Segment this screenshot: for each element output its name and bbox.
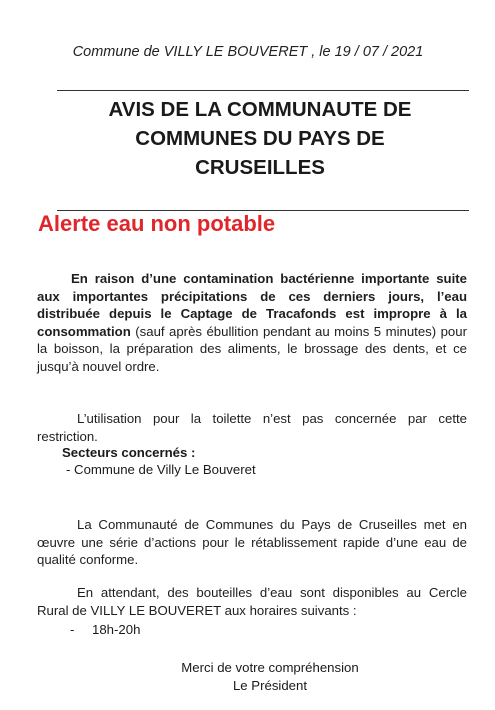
paragraph-actions: La Communauté de Communes du Pays de Cruseilles met en œuvre une série d’actions pour le rétablissement rapide d’une eau de qualité conforme.: [37, 517, 467, 567]
hours-value: 18h-20h: [92, 622, 141, 637]
sectors-title: Secteurs concernés :: [62, 445, 196, 460]
commune-date-line: Commune de VILLY LE BOUVERET , le 19 / 07 / 2021: [72, 44, 424, 60]
paragraph-contamination-bold: En raison d’une contamination bactérienne importante suite aux importantes précipitations de ces derniers jours, l’eau distribuée depuis le Captage de Tracafonds est impropre à la consommation: [37, 271, 467, 339]
sectors-item: - Commune de Villy Le Bouveret: [66, 462, 256, 477]
title-line-1: AVIS DE LA COMMUNAUTE DE: [108, 98, 412, 121]
paragraph-contamination-normal: (sauf après ébullition pendant au moins 5 minutes) pour la boisson, la préparation des aliments, le brossage des dents, et ce jusqu’à nouvel ordre.: [37, 323, 467, 374]
title-line-3: CRUSEILLES: [195, 156, 325, 179]
alert-heading: Alerte eau non potable: [38, 211, 276, 236]
paragraph-toilet: L’utilisation pour la toilette n’est pas concernée par cette restriction.: [37, 411, 467, 444]
hours-dash: -: [70, 622, 75, 637]
paragraph-contamination: [37, 270, 467, 375]
closing-signature: Le Président: [232, 677, 308, 693]
hours-item: [70, 622, 140, 637]
title-line-2: COMMUNES DU PAYS DE: [135, 127, 385, 150]
title-top-rule: [57, 90, 469, 91]
closing-thanks: Merci de votre compréhension: [181, 660, 359, 675]
notice-title: [40, 95, 480, 182]
closing-block: [150, 659, 390, 694]
paragraph-bottles: En attendant, des bouteilles d’eau sont disponibles au Cercle Rural de VILLY LE BOUVERET aux horaires suivants :: [37, 585, 467, 618]
